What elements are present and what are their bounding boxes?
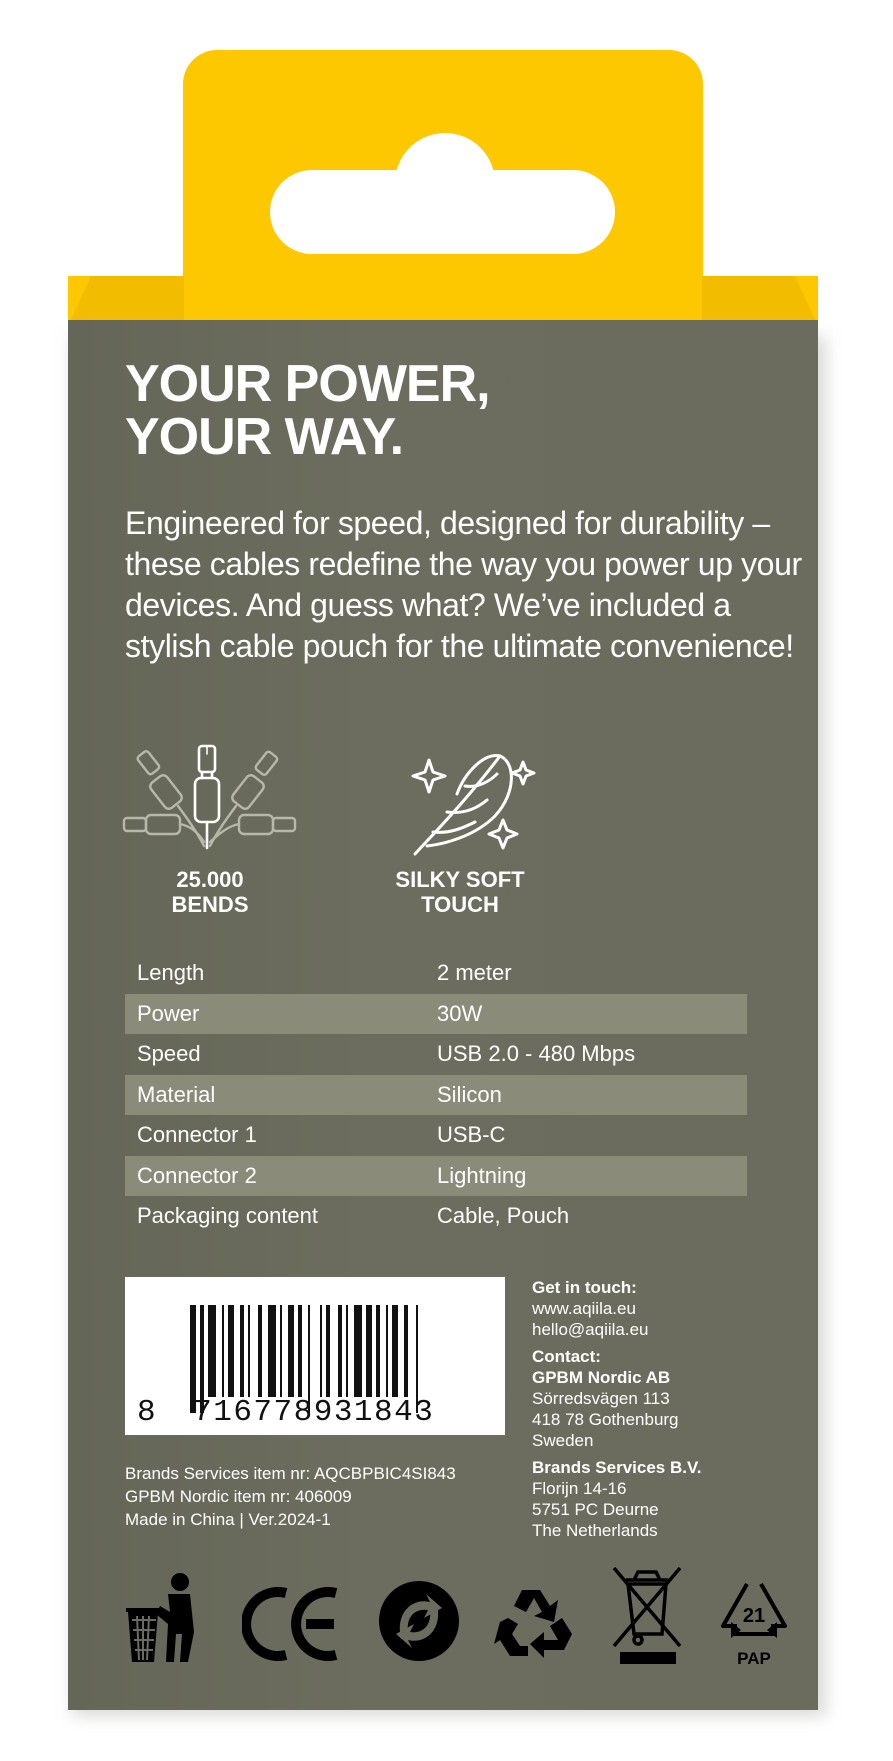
spec-row	[125, 994, 747, 1035]
feather-sparkle-icon	[405, 742, 540, 860]
barcode-bar	[268, 1305, 276, 1397]
company-country: Sweden	[532, 1431, 594, 1450]
barcode-bar	[248, 1305, 250, 1397]
headline: YOUR POWER, YOUR WAY.	[125, 355, 490, 466]
barcode-bar	[288, 1305, 294, 1397]
barcode-bar	[338, 1305, 342, 1397]
tidyman-icon	[122, 1572, 210, 1664]
spec-value: USB 2.0 - 480 Mbps	[437, 1041, 636, 1067]
item-info-line: GPBM Nordic item nr: 406009	[125, 1487, 352, 1506]
company-street: Florijn 14-16	[532, 1479, 627, 1498]
spec-label: Material	[125, 1075, 437, 1116]
spec-row	[125, 1075, 747, 1116]
barcode-bar	[392, 1305, 398, 1397]
spec-value: Cable, Pouch	[437, 1203, 570, 1229]
company-city: 418 78 Gothenburg	[532, 1410, 679, 1429]
barcode-bar	[258, 1305, 262, 1397]
website-text: www.aqiila.eu	[532, 1299, 636, 1318]
spec-value: Silicon	[437, 1075, 747, 1116]
spec-row	[125, 1156, 747, 1197]
company-city: 5751 PC Deurne	[532, 1500, 659, 1519]
spec-value: USB-C	[437, 1122, 506, 1148]
company-name: Brands Services B.V.	[532, 1458, 702, 1477]
spec-label: Power	[125, 994, 437, 1035]
spec-row	[125, 1115, 747, 1156]
barcode-bar	[280, 1305, 282, 1397]
contact-title: Contact:	[532, 1347, 601, 1366]
barcode-first-digit: 8	[137, 1395, 158, 1430]
pap-21-icon	[715, 1578, 793, 1668]
spec-row	[125, 1034, 747, 1075]
barcode-bar	[354, 1305, 362, 1397]
item-info	[125, 1462, 456, 1531]
spec-value: Lightning	[437, 1156, 747, 1197]
recycle-icon	[492, 1584, 580, 1664]
barcode-bar	[320, 1305, 322, 1397]
barcode-bar	[404, 1305, 408, 1397]
barcode	[125, 1277, 505, 1435]
barcode-digits: 716778931843	[193, 1395, 435, 1430]
spec-label: Packaging content	[137, 1203, 319, 1229]
spec-value: 2 meter	[437, 960, 512, 986]
barcode-bar	[298, 1305, 302, 1397]
barcode-number	[137, 1395, 434, 1430]
get-in-touch-title: Get in touch:	[532, 1278, 637, 1297]
feature-bends-label: 25.000 BENDS	[171, 867, 249, 917]
green-dot-icon	[378, 1580, 460, 1662]
feature-soft-touch-label: SILKY SOFT TOUCH	[395, 867, 525, 917]
company-street: Sörredsvägen 113	[532, 1389, 670, 1408]
barcode-bar	[326, 1305, 330, 1397]
spec-label: Length	[137, 960, 205, 986]
spec-table	[125, 953, 747, 1237]
email-text: hello@aqiila.eu	[532, 1320, 649, 1339]
pap-number: 21	[742, 1605, 766, 1627]
item-info-line: Made in China | Ver.2024-1	[125, 1510, 331, 1529]
barcode-bar	[228, 1305, 234, 1397]
barcode-bar	[240, 1305, 244, 1397]
ce-mark-icon	[242, 1585, 342, 1663]
spec-label: Connector 2	[125, 1156, 437, 1197]
cable-bend-icon	[122, 742, 297, 852]
barcode-bar	[366, 1305, 372, 1397]
company-name: GPBM Nordic AB	[532, 1368, 671, 1387]
spec-row	[125, 953, 747, 994]
company-country: The Netherlands	[532, 1521, 658, 1540]
barcode-bar	[346, 1305, 348, 1397]
barcode-bar	[222, 1305, 224, 1397]
spec-label: Connector 1	[137, 1122, 257, 1148]
contact-block	[532, 1277, 701, 1541]
barcode-bar	[208, 1305, 216, 1397]
spec-row	[125, 1196, 747, 1237]
spec-label: Speed	[137, 1041, 201, 1067]
intro-paragraph: Engineered for speed, designed for durability – these cables redefine the way you power up your devices. And guess what? We’ve included a stylish cable pouch for the ultimate convenience!	[125, 505, 802, 664]
spec-value: 30W	[437, 994, 747, 1035]
item-info-line: Brands Services item nr: AQCBPBIC4SI843	[125, 1464, 456, 1483]
barcode-bar	[376, 1305, 380, 1397]
weee-bin-icon	[610, 1564, 684, 1666]
pap-label: PAP	[737, 1649, 771, 1668]
barcode-bar	[386, 1305, 388, 1397]
